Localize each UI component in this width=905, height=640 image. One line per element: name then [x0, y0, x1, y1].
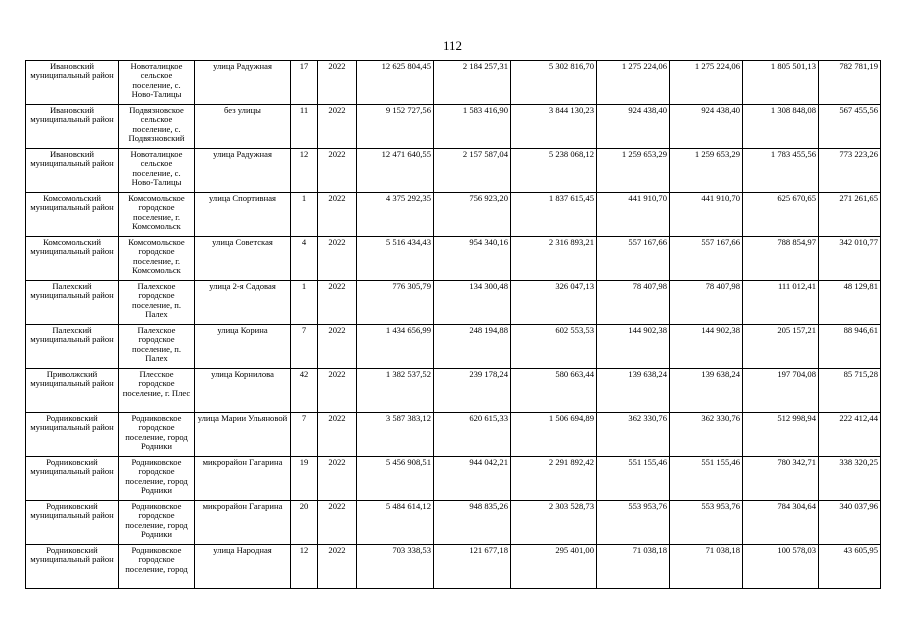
house-number-cell: 1 — [291, 281, 318, 325]
street-cell: микрорайон Гагарина — [195, 501, 291, 545]
amount-col5-cell: 1 275 224,06 — [670, 61, 743, 105]
amount-col3-cell: 580 663,44 — [511, 369, 597, 413]
amount-total-cell: 12 471 640,55 — [357, 149, 434, 193]
amount-col2-cell: 944 042,21 — [434, 457, 511, 501]
amount-col5-cell: 71 038,18 — [670, 545, 743, 589]
table-row — [26, 413, 881, 457]
table-row — [26, 501, 881, 545]
amount-col4-cell: 71 038,18 — [597, 545, 670, 589]
settlement-cell: Плесское городское поселение, г. Плес — [119, 369, 195, 413]
amount-col6-cell: 1 805 501,13 — [743, 61, 819, 105]
year-cell: 2022 — [318, 61, 357, 105]
amount-col4-cell: 1 259 653,29 — [597, 149, 670, 193]
year-cell: 2022 — [318, 237, 357, 281]
amount-col3-cell: 2 291 892,42 — [511, 457, 597, 501]
table-row — [26, 105, 881, 149]
amount-col6-cell: 788 854,97 — [743, 237, 819, 281]
amount-col2-cell: 248 194,88 — [434, 325, 511, 369]
house-number-cell: 4 — [291, 237, 318, 281]
amount-col5-cell: 362 330,76 — [670, 413, 743, 457]
street-cell: улица 2-я Садовая — [195, 281, 291, 325]
amount-col2-cell: 1 583 416,90 — [434, 105, 511, 149]
settlement-cell: Родниковское городское поселение, город Родники — [119, 457, 195, 501]
amount-col7-cell: 782 781,19 — [819, 61, 881, 105]
settlement-cell: Комсомольское городское поселение, г. Комсомольск — [119, 193, 195, 237]
amount-col7-cell: 271 261,65 — [819, 193, 881, 237]
house-number-cell: 42 — [291, 369, 318, 413]
year-cell: 2022 — [318, 193, 357, 237]
year-cell: 2022 — [318, 457, 357, 501]
table-row — [26, 193, 881, 237]
data-table — [25, 60, 881, 589]
amount-col6-cell: 111 012,41 — [743, 281, 819, 325]
street-cell: улица Народная — [195, 545, 291, 589]
amount-col5-cell: 139 638,24 — [670, 369, 743, 413]
house-number-cell: 20 — [291, 501, 318, 545]
district-cell: Родниковский муниципальный район — [26, 413, 119, 457]
year-cell: 2022 — [318, 501, 357, 545]
amount-col6-cell: 205 157,21 — [743, 325, 819, 369]
amount-col3-cell: 602 553,53 — [511, 325, 597, 369]
amount-col7-cell: 222 412,44 — [819, 413, 881, 457]
amount-col2-cell: 620 615,33 — [434, 413, 511, 457]
settlement-cell: Родниковское городское поселение, город Родники — [119, 413, 195, 457]
amount-col3-cell: 2 303 528,73 — [511, 501, 597, 545]
amount-col4-cell: 924 438,40 — [597, 105, 670, 149]
street-cell: улица Марии Ульяновой — [195, 413, 291, 457]
amount-col6-cell: 625 670,65 — [743, 193, 819, 237]
amount-col2-cell: 134 300,48 — [434, 281, 511, 325]
amount-col6-cell: 1 783 455,56 — [743, 149, 819, 193]
year-cell: 2022 — [318, 281, 357, 325]
house-number-cell: 7 — [291, 413, 318, 457]
amount-col6-cell: 784 304,64 — [743, 501, 819, 545]
amount-total-cell: 703 338,53 — [357, 545, 434, 589]
amount-col7-cell: 88 946,61 — [819, 325, 881, 369]
settlement-cell: Родниковское городское поселение, город — [119, 545, 195, 589]
settlement-cell: Подвязновское сельское поселение, с. Подвязновский — [119, 105, 195, 149]
house-number-cell: 19 — [291, 457, 318, 501]
table-row — [26, 545, 881, 589]
amount-total-cell: 4 375 292,35 — [357, 193, 434, 237]
house-number-cell: 1 — [291, 193, 318, 237]
settlement-cell: Новоталицкое сельское поселение, с. Ново-Талицы — [119, 149, 195, 193]
settlement-cell: Палехское городское поселение, п. Палех — [119, 281, 195, 325]
year-cell: 2022 — [318, 369, 357, 413]
amount-total-cell: 1 434 656,99 — [357, 325, 434, 369]
year-cell: 2022 — [318, 149, 357, 193]
amount-col2-cell: 954 340,16 — [434, 237, 511, 281]
house-number-cell: 17 — [291, 61, 318, 105]
amount-col2-cell: 756 923,20 — [434, 193, 511, 237]
district-cell: Ивановский муниципальный район — [26, 149, 119, 193]
amount-col4-cell: 144 902,38 — [597, 325, 670, 369]
amount-col4-cell: 557 167,66 — [597, 237, 670, 281]
table-row — [26, 325, 881, 369]
amount-col6-cell: 1 308 848,08 — [743, 105, 819, 149]
amount-col3-cell: 5 238 068,12 — [511, 149, 597, 193]
amount-col3-cell: 326 047,13 — [511, 281, 597, 325]
amount-col7-cell: 340 037,96 — [819, 501, 881, 545]
year-cell: 2022 — [318, 413, 357, 457]
street-cell: улица Советская — [195, 237, 291, 281]
amount-col5-cell: 78 407,98 — [670, 281, 743, 325]
amount-col3-cell: 1 506 694,89 — [511, 413, 597, 457]
amount-col7-cell: 48 129,81 — [819, 281, 881, 325]
settlement-cell: Родниковское городское поселение, город Родники — [119, 501, 195, 545]
table-row — [26, 237, 881, 281]
amount-total-cell: 5 516 434,43 — [357, 237, 434, 281]
district-cell: Ивановский муниципальный район — [26, 61, 119, 105]
page-number: 112 — [442, 38, 463, 53]
year-cell: 2022 — [318, 325, 357, 369]
amount-col5-cell: 924 438,40 — [670, 105, 743, 149]
amount-col3-cell: 295 401,00 — [511, 545, 597, 589]
amount-col3-cell: 5 302 816,70 — [511, 61, 597, 105]
amount-col2-cell: 2 184 257,31 — [434, 61, 511, 105]
district-cell: Ивановский муниципальный район — [26, 105, 119, 149]
amount-col6-cell: 512 998,94 — [743, 413, 819, 457]
amount-col5-cell: 1 259 653,29 — [670, 149, 743, 193]
amount-total-cell: 5 484 614,12 — [357, 501, 434, 545]
settlement-cell: Комсомольское городское поселение, г. Комсомольск — [119, 237, 195, 281]
amount-col2-cell: 948 835,26 — [434, 501, 511, 545]
amount-total-cell: 3 587 383,12 — [357, 413, 434, 457]
house-number-cell: 7 — [291, 325, 318, 369]
street-cell: без улицы — [195, 105, 291, 149]
house-number-cell: 11 — [291, 105, 318, 149]
amount-col5-cell: 557 167,66 — [670, 237, 743, 281]
district-cell: Комсомольский муниципальный район — [26, 237, 119, 281]
amount-col7-cell: 342 010,77 — [819, 237, 881, 281]
amount-col6-cell: 100 578,03 — [743, 545, 819, 589]
amount-col4-cell: 553 953,76 — [597, 501, 670, 545]
settlement-cell: Новоталицкое сельское поселение, с. Ново-Талицы — [119, 61, 195, 105]
amount-total-cell: 1 382 537,52 — [357, 369, 434, 413]
amount-col7-cell: 773 223,26 — [819, 149, 881, 193]
year-cell: 2022 — [318, 545, 357, 589]
house-number-cell: 12 — [291, 545, 318, 589]
amount-col5-cell: 553 953,76 — [670, 501, 743, 545]
amount-col3-cell: 1 837 615,45 — [511, 193, 597, 237]
amount-col7-cell: 567 455,56 — [819, 105, 881, 149]
amount-col4-cell: 1 275 224,06 — [597, 61, 670, 105]
street-cell: микрорайон Гагарина — [195, 457, 291, 501]
district-cell: Родниковский муниципальный район — [26, 545, 119, 589]
table-row — [26, 61, 881, 105]
amount-col2-cell: 239 178,24 — [434, 369, 511, 413]
street-cell: улица Радужная — [195, 149, 291, 193]
amount-col6-cell: 197 704,08 — [743, 369, 819, 413]
amount-col5-cell: 551 155,46 — [670, 457, 743, 501]
amount-col6-cell: 780 342,71 — [743, 457, 819, 501]
street-cell: улица Корнилова — [195, 369, 291, 413]
district-cell: Родниковский муниципальный район — [26, 501, 119, 545]
table-row — [26, 457, 881, 501]
amount-col3-cell: 2 316 893,21 — [511, 237, 597, 281]
street-cell: улица Радужная — [195, 61, 291, 105]
amount-col3-cell: 3 844 130,23 — [511, 105, 597, 149]
amount-col2-cell: 121 677,18 — [434, 545, 511, 589]
amount-col4-cell: 362 330,76 — [597, 413, 670, 457]
amount-col7-cell: 43 605,95 — [819, 545, 881, 589]
table-row — [26, 149, 881, 193]
table-row — [26, 369, 881, 413]
amount-total-cell: 12 625 804,45 — [357, 61, 434, 105]
amount-col7-cell: 338 320,25 — [819, 457, 881, 501]
street-cell: улица Корина — [195, 325, 291, 369]
amount-col4-cell: 441 910,70 — [597, 193, 670, 237]
amount-col5-cell: 144 902,38 — [670, 325, 743, 369]
district-cell: Комсомольский муниципальный район — [26, 193, 119, 237]
amount-total-cell: 776 305,79 — [357, 281, 434, 325]
district-cell: Палехский муниципальный район — [26, 281, 119, 325]
amount-col7-cell: 85 715,28 — [819, 369, 881, 413]
year-cell: 2022 — [318, 105, 357, 149]
amount-col5-cell: 441 910,70 — [670, 193, 743, 237]
district-cell: Палехский муниципальный район — [26, 325, 119, 369]
street-cell: улица Спортивная — [195, 193, 291, 237]
amount-total-cell: 5 456 908,51 — [357, 457, 434, 501]
amount-col4-cell: 78 407,98 — [597, 281, 670, 325]
district-cell: Родниковский муниципальный район — [26, 457, 119, 501]
amount-total-cell: 9 152 727,56 — [357, 105, 434, 149]
settlement-cell: Палехское городское поселение, п. Палех — [119, 325, 195, 369]
amount-col4-cell: 139 638,24 — [597, 369, 670, 413]
table-row — [26, 281, 881, 325]
district-cell: Приволжский муниципальный район — [26, 369, 119, 413]
amount-col4-cell: 551 155,46 — [597, 457, 670, 501]
house-number-cell: 12 — [291, 149, 318, 193]
amount-col2-cell: 2 157 587,04 — [434, 149, 511, 193]
